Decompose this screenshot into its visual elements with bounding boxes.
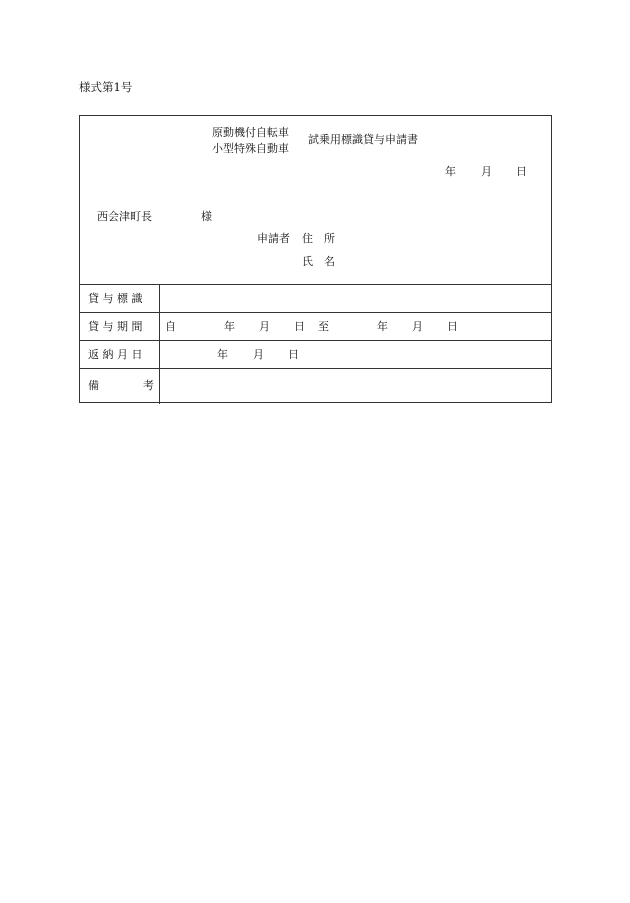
date-month-label: 月 <box>481 165 492 178</box>
applicant-label: 申請者 <box>257 232 290 245</box>
period-to-label: 至 <box>318 320 329 333</box>
date-year-label: 年 <box>445 165 456 178</box>
document-title: 試乗用標識貸与申請書 <box>308 133 418 146</box>
return-month: 月 <box>253 348 264 361</box>
period-to-month: 月 <box>412 320 423 333</box>
vehicle-type-line-2: 小型特殊自動車 <box>212 142 289 155</box>
return-year: 年 <box>217 348 228 361</box>
row-divider <box>80 340 551 341</box>
sign-label: 貸 与 標 識 <box>88 292 143 305</box>
return-day: 日 <box>288 348 299 361</box>
return-date-label: 返 納 月 日 <box>88 348 143 361</box>
application-form-table <box>79 115 552 403</box>
form-number: 様式第1号 <box>79 80 133 94</box>
date-day-label: 日 <box>516 165 527 178</box>
period-label: 貸 与 期 間 <box>88 320 143 333</box>
applicant-address-label: 住 所 <box>302 232 335 245</box>
remarks-label-part-2: 考 <box>143 379 154 392</box>
period-from-label: 自 <box>165 320 176 333</box>
period-from-month: 月 <box>259 320 270 333</box>
period-to-year: 年 <box>377 320 388 333</box>
applicant-name-label: 氏 名 <box>302 255 335 268</box>
period-to-day: 日 <box>447 320 458 333</box>
column-divider <box>159 284 160 404</box>
addressee-name: 西会津町長 <box>97 210 152 223</box>
addressee-honorific: 様 <box>201 210 212 223</box>
vehicle-type-line-1: 原動機付自転車 <box>212 126 289 139</box>
period-from-day: 日 <box>294 320 305 333</box>
row-divider <box>80 368 551 369</box>
period-from-year: 年 <box>224 320 235 333</box>
row-divider <box>80 312 551 313</box>
row-divider <box>80 284 551 285</box>
remarks-label-part-1: 備 <box>88 379 99 392</box>
